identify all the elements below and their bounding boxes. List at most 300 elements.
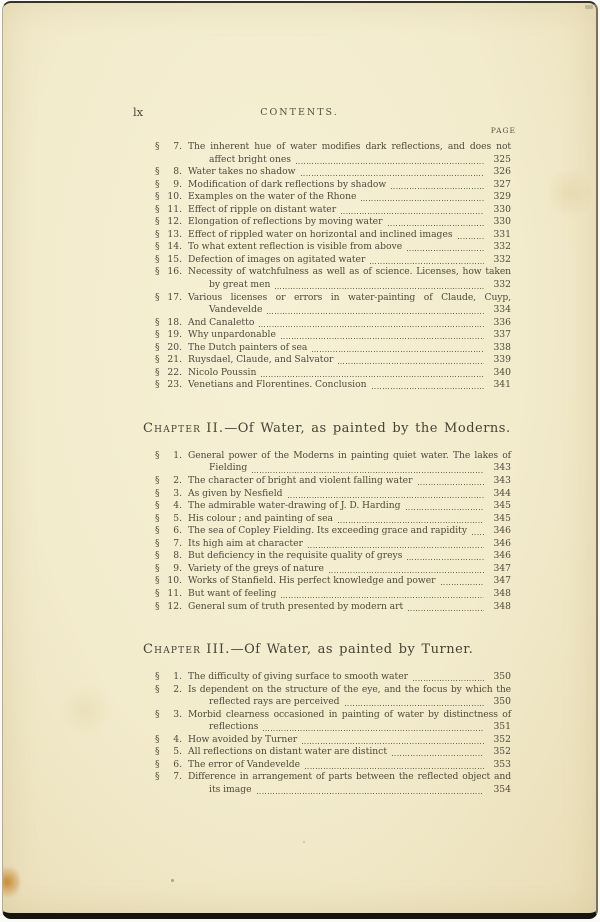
entry-text — [182, 513, 511, 526]
chapter-title: —Of Water, as painted by Turner. — [230, 642, 474, 658]
entry-page-number: 330 — [493, 216, 511, 228]
dot-leader — [281, 335, 484, 339]
entry-line-text: Works of Stanfield. His perfect knowledge and power — [188, 575, 436, 587]
entry-line-text: How avoided by Turner — [188, 733, 298, 745]
entry-page-number: 338 — [493, 341, 511, 353]
entry-number: 23. — [167, 379, 182, 391]
entry-text — [182, 588, 511, 601]
section-sign-icon: § — [155, 379, 160, 391]
entry-text — [182, 450, 511, 475]
entry-page-number: 353 — [493, 758, 511, 770]
entry-line — [188, 191, 511, 204]
entry-text — [182, 575, 511, 588]
entry-text — [182, 254, 511, 267]
entry-line-text: Fielding — [209, 462, 248, 474]
section-sign-icon: § — [155, 683, 160, 695]
entry-text — [182, 179, 511, 192]
entry-number: 21. — [167, 354, 182, 366]
entry-text — [182, 538, 511, 551]
entry-line — [188, 266, 511, 279]
toc-entry — [155, 292, 511, 317]
entry-line — [188, 538, 511, 551]
entry-line — [188, 241, 511, 254]
section-sign-icon: § — [155, 449, 160, 461]
toc-entry — [155, 550, 511, 563]
toc-entry — [155, 513, 511, 526]
entry-line-text: Effect of rippled water on horizontal and inclined images — [188, 228, 453, 240]
entry-text — [182, 216, 511, 229]
toc-entry — [155, 450, 511, 475]
entry-page-number: 346 — [493, 550, 511, 562]
section-sign-icon: § — [155, 525, 160, 537]
entry-number: 18. — [167, 316, 182, 328]
chapter-heading — [143, 641, 511, 658]
dot-leader — [341, 210, 484, 214]
entry-page-number: 346 — [493, 525, 511, 537]
paper-speck — [303, 841, 305, 843]
entry-page-number: 346 — [493, 537, 511, 549]
entry-page-number: 336 — [493, 316, 511, 328]
entry-number: 12. — [167, 216, 182, 228]
toc-entry — [155, 379, 511, 392]
entry-line-text: To what extent reflection is visible from above — [188, 241, 403, 253]
dot-leader — [252, 469, 484, 473]
toc-entry — [155, 342, 511, 355]
toc-entry — [155, 141, 511, 166]
toc-entry — [155, 538, 511, 551]
entry-number: 20. — [167, 341, 182, 353]
running-head: CONTENTS. — [260, 107, 339, 118]
dot-leader — [296, 160, 484, 164]
entry-line — [188, 746, 511, 759]
entry-page-number: 343 — [493, 462, 511, 474]
entry-line — [188, 784, 511, 797]
section-sign-icon: § — [155, 178, 160, 190]
entry-text — [182, 317, 511, 330]
section-sign-icon: § — [155, 329, 160, 341]
toc-entry — [155, 488, 511, 501]
entry-page-number: 330 — [493, 203, 511, 215]
entry-text — [182, 684, 511, 709]
entry-text — [182, 266, 511, 291]
section-sign-icon: § — [155, 166, 160, 178]
entry-line-text: Its high aim at character — [188, 537, 303, 549]
entry-line-text: Variety of the greys of nature — [188, 562, 324, 574]
entry-line — [188, 759, 511, 772]
chapter-title: —Of Water, as painted by the Moderns. — [224, 420, 511, 436]
entry-number: 6. — [173, 758, 182, 770]
entry-line — [188, 216, 511, 229]
entry-text — [182, 550, 511, 563]
entry-number: 13. — [167, 228, 182, 240]
entry-page-number: 327 — [493, 178, 511, 190]
section-sign-icon: § — [155, 733, 160, 745]
toc-entry — [155, 734, 511, 747]
section-sign-icon: § — [155, 487, 160, 499]
section-sign-icon: § — [155, 241, 160, 253]
entry-line — [188, 475, 511, 488]
section-sign-icon: § — [155, 550, 160, 562]
dot-leader — [413, 677, 484, 681]
entry-text — [182, 771, 511, 796]
entry-page-number: 347 — [493, 575, 511, 587]
entry-number: 9. — [173, 562, 182, 574]
dot-leader — [472, 531, 484, 535]
section-sign-icon: § — [155, 228, 160, 240]
toc-entry — [155, 204, 511, 217]
entry-line — [188, 379, 511, 392]
entry-number: 11. — [167, 203, 182, 215]
entry-number: 1. — [173, 671, 182, 683]
toc-entry — [155, 354, 511, 367]
entry-number: 8. — [173, 166, 182, 178]
entry-page-number: 326 — [493, 166, 511, 178]
entry-text — [182, 709, 511, 734]
entry-line-text: affect bright ones — [209, 153, 292, 165]
entry-number: 6. — [173, 525, 182, 537]
dot-leader — [257, 790, 484, 794]
dot-leader — [406, 506, 484, 510]
section-sign-icon: § — [155, 600, 160, 612]
dot-leader — [259, 323, 484, 327]
section-sign-icon: § — [155, 341, 160, 353]
entry-text — [182, 241, 511, 254]
entry-page-number: 337 — [493, 329, 511, 341]
entry-number: 7. — [173, 537, 182, 549]
entry-number: 7. — [173, 771, 182, 783]
dot-leader — [267, 310, 484, 314]
entry-line-text: The error of Vandevelde — [188, 758, 301, 770]
entry-line — [188, 671, 511, 684]
entry-line-text: Nicolo Poussin — [188, 366, 257, 378]
section-sign-icon: § — [155, 203, 160, 215]
entry-number: 14. — [167, 241, 182, 253]
chapter-label: Chapter III. — [143, 642, 231, 658]
entry-line — [188, 229, 511, 242]
dot-leader — [302, 740, 484, 744]
section-sign-icon: § — [155, 537, 160, 549]
table-of-contents — [143, 141, 511, 797]
section-sign-icon: § — [155, 758, 160, 770]
entry-line-text: Vandevelde — [209, 304, 263, 316]
toc-entry — [155, 216, 511, 229]
entry-line — [188, 601, 511, 614]
toc-entry — [155, 575, 511, 588]
entry-line — [188, 354, 511, 367]
toc-entry — [155, 241, 511, 254]
entry-line-text: Defection of images on agitated water — [188, 253, 366, 265]
entry-line-text: As given by Nesfield — [188, 487, 283, 499]
entry-page-number: 329 — [493, 191, 511, 203]
dot-leader — [338, 360, 484, 364]
entry-line — [188, 279, 511, 292]
section-sign-icon: § — [155, 771, 160, 783]
dot-leader — [312, 348, 484, 352]
entry-line-text: Water takes no shadow — [188, 166, 296, 178]
entry-line-text: The admirable water-drawing of J. D. Harding — [188, 500, 401, 512]
entry-text — [182, 671, 511, 684]
toc-entry — [155, 329, 511, 342]
entry-line — [188, 684, 511, 697]
entry-page-number: 345 — [493, 500, 511, 512]
entry-line-text: All reflections on distant water are distinct — [188, 746, 388, 758]
entry-line — [188, 179, 511, 192]
entry-line — [188, 709, 511, 722]
entry-line — [188, 254, 511, 267]
entry-line — [188, 166, 511, 179]
section-sign-icon: § — [155, 266, 160, 278]
entry-line — [188, 317, 511, 330]
dot-leader — [275, 285, 484, 289]
chapter-label: Chapter II. — [143, 420, 225, 436]
toc-entry — [155, 525, 511, 538]
section-sign-icon: § — [155, 708, 160, 720]
entry-line-text: by great men — [209, 279, 271, 291]
entry-line-text: Various licenses or errors in water-painting of Claude, Cuyp, — [188, 291, 511, 303]
entry-number: 5. — [173, 512, 182, 524]
entry-line — [188, 734, 511, 747]
entry-line-text: Difference in arrangement of parts between the reflected object and — [188, 771, 511, 783]
entry-line — [188, 304, 511, 317]
section-sign-icon: § — [155, 575, 160, 587]
entry-line — [188, 575, 511, 588]
entry-page-number: 345 — [493, 512, 511, 524]
entry-number: 22. — [167, 366, 182, 378]
toc-entry — [155, 317, 511, 330]
entry-text — [182, 354, 511, 367]
dot-leader — [370, 260, 484, 264]
dot-leader — [388, 222, 484, 226]
entry-line — [188, 204, 511, 217]
entry-number: 1. — [173, 449, 182, 461]
section-sign-icon: § — [155, 291, 160, 303]
section-sign-icon: § — [155, 354, 160, 366]
entry-line-text: its image — [209, 783, 252, 795]
entry-line — [188, 563, 511, 576]
entry-page-number: 348 — [493, 587, 511, 599]
entry-line-text: The sea of Copley Fielding. Its exceeding grace and rapidity — [188, 525, 468, 537]
dot-leader — [391, 185, 484, 189]
entry-text — [182, 525, 511, 538]
entry-number: 9. — [173, 178, 182, 190]
entry-page-number: 340 — [493, 366, 511, 378]
entry-line — [188, 525, 511, 538]
entry-text — [182, 166, 511, 179]
dot-leader — [345, 702, 484, 706]
entry-number: 10. — [167, 191, 182, 203]
entry-line-text: The inherent hue of water modifies dark reflections, and does not — [188, 141, 511, 152]
scanned-book-page — [2, 1, 598, 919]
entry-line-text: And Canaletto — [188, 316, 255, 328]
chapter-heading — [143, 420, 511, 437]
entry-line-text: Examples on the water of the Rhone — [188, 191, 357, 203]
toc-entry — [155, 367, 511, 380]
dot-leader — [288, 494, 484, 498]
entry-line — [188, 513, 511, 526]
entry-number: 2. — [173, 683, 182, 695]
entry-line-text: Modification of dark reflections by shadow — [188, 178, 387, 190]
entry-line-text: His colour ; and painting of sea — [188, 512, 334, 524]
entry-text — [182, 367, 511, 380]
entry-line — [188, 771, 511, 784]
dot-leader — [407, 247, 484, 251]
entry-number: 12. — [167, 600, 182, 612]
toc-entry — [155, 179, 511, 192]
dot-leader — [408, 607, 484, 611]
entry-number: 7. — [173, 141, 182, 152]
entry-line-text: The Dutch painters of sea — [188, 341, 308, 353]
entry-number: 16. — [167, 266, 182, 278]
entry-line-text: reflections — [209, 721, 259, 733]
entry-line — [188, 488, 511, 501]
entry-page-number: 343 — [493, 475, 511, 487]
entry-number: 10. — [167, 575, 182, 587]
entry-line-text: Why unpardonable — [188, 329, 276, 341]
entry-text — [182, 379, 511, 392]
section-sign-icon: § — [155, 253, 160, 265]
entry-text — [182, 488, 511, 501]
section-sign-icon: § — [155, 475, 160, 487]
entry-line — [188, 450, 511, 463]
entry-page-number: 341 — [493, 379, 511, 391]
entry-page-number: 347 — [493, 562, 511, 574]
dot-leader — [361, 197, 484, 201]
entry-line — [188, 696, 511, 709]
entry-number: 15. — [167, 253, 182, 265]
entry-text — [182, 292, 511, 317]
page-column-label: PAGE — [490, 126, 516, 135]
toc-entry — [155, 759, 511, 772]
entry-number: 3. — [173, 708, 182, 720]
entry-page-number: 332 — [493, 253, 511, 265]
entry-page-number: 354 — [493, 783, 511, 795]
entry-number: 4. — [173, 733, 182, 745]
entry-page-number: 325 — [493, 153, 511, 165]
entry-line — [188, 550, 511, 563]
entry-line — [188, 342, 511, 355]
dot-leader — [407, 556, 484, 560]
dot-leader — [301, 172, 484, 176]
paper-stain — [2, 863, 20, 901]
entry-line — [188, 329, 511, 342]
entry-line-text: But want of feeling — [188, 587, 277, 599]
section-sign-icon: § — [155, 671, 160, 683]
entry-line — [188, 141, 511, 154]
toc-entry — [155, 709, 511, 734]
toc-entry — [155, 475, 511, 488]
entry-line-text: General power of the Moderns in painting quiet water. The lakes of — [188, 449, 511, 461]
entry-number: 17. — [167, 291, 182, 303]
entry-line — [188, 154, 511, 167]
entry-page-number: 339 — [493, 354, 511, 366]
section-sign-icon: § — [155, 587, 160, 599]
entry-page-number: 350 — [493, 696, 511, 708]
toc-entry — [155, 684, 511, 709]
folio-number: lx — [133, 105, 144, 119]
section-sign-icon: § — [155, 562, 160, 574]
entry-page-number: 344 — [493, 487, 511, 499]
entry-text — [182, 191, 511, 204]
entry-line-text: The character of bright and violent falling water — [188, 475, 413, 487]
entry-line-text: Effect of ripple on distant water — [188, 203, 337, 215]
entry-number: 5. — [173, 746, 182, 758]
entry-number: 3. — [173, 487, 182, 499]
paper-speck — [171, 879, 174, 882]
dot-leader — [372, 385, 484, 389]
entry-text — [182, 563, 511, 576]
entry-number: 11. — [167, 587, 182, 599]
entry-number: 4. — [173, 500, 182, 512]
dot-leader — [441, 581, 484, 585]
entry-line — [188, 721, 511, 734]
section-sign-icon: § — [155, 141, 160, 152]
entry-line-text: General sum of truth presented by modern art — [188, 600, 404, 612]
dot-leader — [458, 235, 484, 239]
entry-line-text: Venetians and Florentines. Conclusion — [188, 379, 367, 391]
dot-leader — [338, 519, 484, 523]
entry-number: 19. — [167, 329, 182, 341]
toc-entry — [155, 254, 511, 267]
toc-entry — [155, 266, 511, 291]
entry-page-number: 352 — [493, 746, 511, 758]
toc-entry — [155, 746, 511, 759]
section-sign-icon: § — [155, 746, 160, 758]
entry-line-text: But deficiency in the requisite quality of greys — [188, 550, 403, 562]
entry-page-number: 352 — [493, 733, 511, 745]
entry-line — [188, 588, 511, 601]
entry-text — [182, 759, 511, 772]
entry-line — [188, 462, 511, 475]
section-sign-icon: § — [155, 512, 160, 524]
entry-text — [182, 229, 511, 242]
entry-line-text: reflected rays are perceived — [209, 696, 340, 708]
entry-text — [182, 734, 511, 747]
entry-text — [182, 601, 511, 614]
toc-entry — [155, 601, 511, 614]
toc-entry — [155, 229, 511, 242]
section-sign-icon: § — [155, 316, 160, 328]
entry-line-text: Morbid clearness occasioned in painting of water by distinctness of — [188, 708, 511, 720]
entry-page-number: 348 — [493, 600, 511, 612]
dot-leader — [263, 727, 484, 731]
section-sign-icon: § — [155, 216, 160, 228]
entry-text — [182, 500, 511, 513]
entry-page-number: 351 — [493, 721, 511, 733]
entry-line — [188, 292, 511, 305]
entry-text — [182, 204, 511, 217]
entry-number: 8. — [173, 550, 182, 562]
entry-page-number: 332 — [493, 241, 511, 253]
entry-text — [182, 475, 511, 488]
dot-leader — [418, 481, 484, 485]
scan-corner-mark — [585, 5, 593, 9]
paper-stain — [59, 683, 113, 737]
dot-leader — [261, 373, 484, 377]
entry-line — [188, 500, 511, 513]
dot-leader — [308, 544, 484, 548]
entry-text — [182, 746, 511, 759]
entry-page-number: 350 — [493, 671, 511, 683]
entry-line-text: Is dependent on the structure of the eye, and the focus by which the — [188, 683, 511, 695]
entry-line-text: Ruysdael, Claude, and Salvator — [188, 354, 334, 366]
dot-leader — [329, 569, 484, 573]
entry-text — [182, 329, 511, 342]
toc-entry — [155, 191, 511, 204]
toc-entry — [155, 500, 511, 513]
entry-text — [182, 141, 511, 166]
entry-line-text: Elongation of reflections by moving water — [188, 216, 383, 228]
dot-leader — [281, 594, 484, 598]
